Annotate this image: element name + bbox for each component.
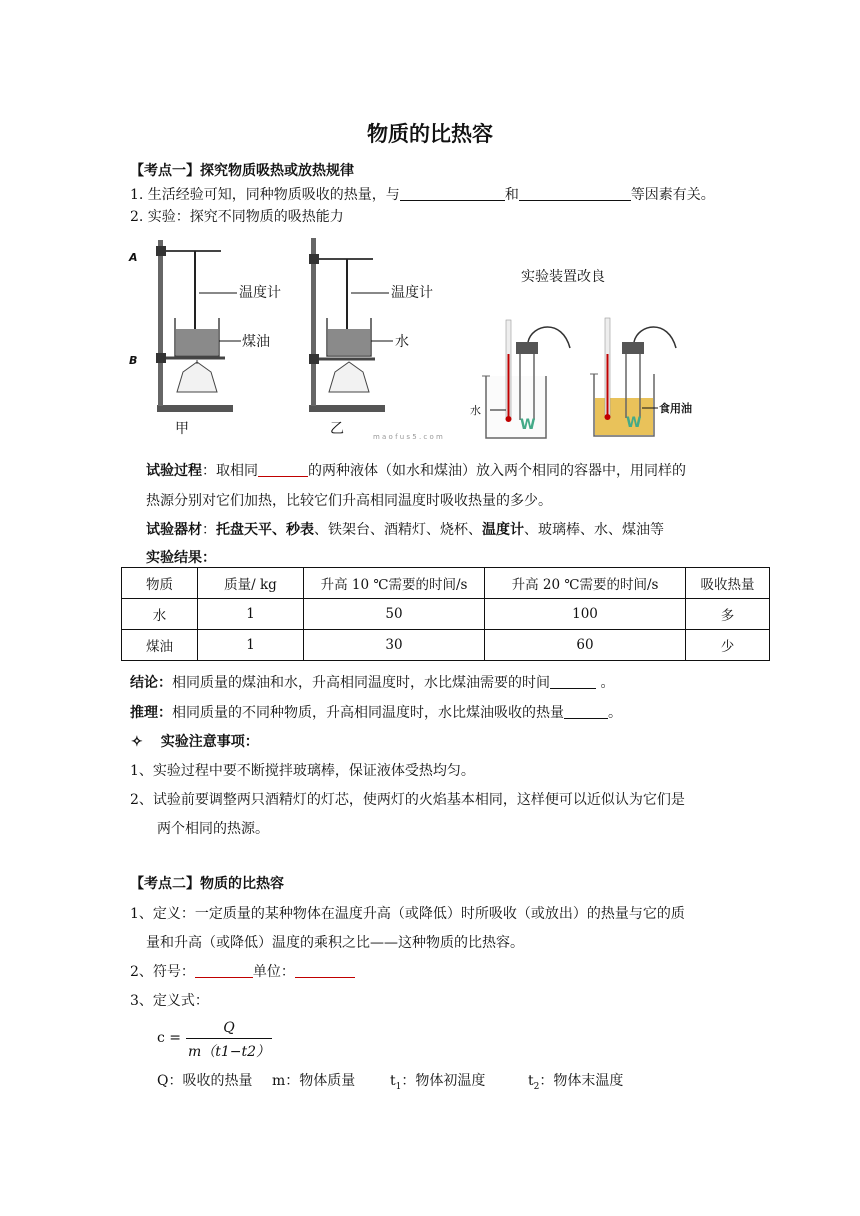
clamp-a-left	[156, 246, 166, 256]
stand-base-left	[157, 405, 233, 412]
cell-time-10: 30	[304, 630, 485, 661]
formula-numerator: Q	[186, 1020, 272, 1039]
process-text1: ：取相同	[202, 463, 258, 479]
note-1: 1、实验过程中要不断搅拌玻璃棒，保证液体受热均匀。	[130, 763, 475, 779]
clamp-a-right	[309, 254, 319, 264]
blank-conclusion	[550, 674, 596, 689]
legend-t2-pre: t	[528, 1073, 534, 1089]
process-line1	[146, 460, 686, 480]
table-row	[122, 599, 770, 630]
burner-right	[329, 362, 369, 392]
results-table	[121, 567, 770, 661]
notes-heading-line	[131, 731, 259, 751]
legend-t2-sub: 2	[533, 1081, 540, 1092]
equipment-middle: 、铁架台、酒精灯、烧杯、	[314, 522, 482, 538]
inference-text: 相同质量的不同种物质，升高相同温度时，水比煤油吸收的热量	[172, 705, 564, 721]
note-2-line1: 2、试验前要调整两只酒精灯的灯芯，使两灯的火焰基本相同，这样便可以近似认为它们是	[130, 792, 685, 808]
blank-inference	[564, 704, 608, 719]
legend-m: m：物体质量	[272, 1073, 356, 1089]
inference-label: 推理：	[130, 705, 172, 721]
improved-label-water: 水	[470, 404, 481, 417]
section1-item2: 2. 实验：探究不同物质的吸热能力	[130, 209, 344, 225]
header-mass: 质量/ kg	[198, 568, 304, 599]
caption-jia: 甲	[175, 421, 189, 437]
legend-t1-post: ：物体初温度	[401, 1073, 486, 1089]
cooking-oil-liquid	[595, 398, 653, 435]
label-b: B	[129, 354, 138, 367]
legend-t2-post: ：物体末温度	[539, 1073, 624, 1089]
apparatus-left	[156, 240, 241, 412]
burner-left	[177, 362, 217, 392]
water-liquid	[328, 329, 370, 355]
symbol-label: 2、符号：	[130, 964, 195, 980]
table-row	[122, 630, 770, 661]
stand-rod-left	[158, 240, 163, 406]
legend-t1	[390, 1070, 485, 1092]
formula-label: 3、定义式：	[130, 993, 209, 1009]
conclusion-end: 。	[596, 675, 615, 691]
symbol-unit-line	[130, 961, 355, 981]
equipment-stopwatch: 秒表	[286, 522, 314, 538]
legend-t1-sub: 1	[395, 1081, 402, 1092]
section2-heading: 【考点二】物质的比热容	[130, 876, 284, 892]
clamp-b-left	[156, 353, 166, 363]
header-time-10: 升高 10 ℃需要的时间/s	[304, 568, 485, 599]
label-thermometer-right: 温度计	[391, 285, 433, 301]
heater-coil-water: W	[520, 417, 536, 433]
equipment-line	[146, 519, 664, 539]
heater-coil-oil: W	[626, 415, 642, 431]
cell-heat: 多	[686, 599, 770, 630]
item1-suffix: 等因素有关。	[630, 187, 715, 203]
legend-t2	[528, 1070, 623, 1092]
results-label: 实验结果：	[146, 550, 216, 566]
page-title: 物质的比热容	[367, 121, 493, 146]
equipment-colon: ：	[202, 522, 216, 538]
cell-substance: 水	[122, 599, 198, 630]
note-2-line2: 两个相同的热源。	[157, 821, 269, 837]
header-time-20: 升高 20 ℃需要的时间/s	[485, 568, 686, 599]
legend-q: Q：吸收的热量	[157, 1073, 253, 1089]
equipment-thermometer: 温度计	[482, 522, 524, 538]
blank-factor-2	[519, 186, 631, 201]
equipment-label: 试验器材	[146, 522, 202, 538]
clamp-b-right	[309, 354, 319, 364]
apparatus-figure	[125, 232, 455, 447]
equipment-sep: 、	[272, 522, 286, 538]
header-substance: 物质	[122, 568, 198, 599]
label-water: 水	[395, 334, 409, 350]
cell-mass: 1	[198, 630, 304, 661]
definition-line2: 量和升高（或降低）温度的乘积之比——这种物质的比热容。	[146, 935, 524, 951]
cell-substance: 煤油	[122, 630, 198, 661]
improved-title: 实验装置改良	[521, 269, 605, 285]
definition-line1: 1、定义：一定质量的某种物体在温度升高（或降低）时所吸收（或放出）的热量与它的质	[130, 906, 685, 922]
improved-beaker-oil	[590, 318, 676, 436]
improved-beaker-water	[482, 320, 570, 438]
blank-symbol	[195, 963, 253, 978]
blank-factor-1	[400, 186, 505, 201]
apparatus-right	[309, 238, 393, 412]
process-text2: 的两种液体（如水和煤油）放入两个相同的容器中，用同样的	[308, 463, 686, 479]
stand-base-right	[309, 405, 385, 412]
formula-denominator: m（t1−t2）	[187, 1044, 271, 1060]
cell-time-20: 60	[485, 630, 686, 661]
notes-heading: 实验注意事项：	[160, 734, 259, 750]
section1-item1	[130, 184, 715, 204]
conclusion-line	[130, 672, 614, 692]
equipment-balance: 托盘天平	[216, 522, 272, 538]
process-line2: 热源分别对它们加热，比较它们升高相同温度时吸收热量的多少。	[146, 493, 552, 509]
cell-mass: 1	[198, 599, 304, 630]
item1-and: 和	[504, 187, 519, 203]
conclusion-text: 相同质量的煤油和水，升高相同温度时，水比煤油需要的时间	[172, 675, 550, 691]
item1-prefix: 1. 生活经验可知，同种物质吸收的热量，与	[130, 187, 400, 203]
process-label: 试验过程	[146, 463, 202, 479]
blank-same	[258, 462, 308, 477]
cell-time-10: 50	[304, 599, 485, 630]
inference-line	[130, 702, 622, 722]
conclusion-label: 结论：	[130, 675, 172, 691]
formula-fraction	[186, 1020, 272, 1061]
caption-yi: 乙	[330, 421, 344, 437]
section1-heading: 【考点一】探究物质吸热或放热规律	[130, 163, 354, 179]
unit-label: 单位：	[252, 964, 295, 980]
watermark: m a o f u s 5 . c o m	[373, 433, 443, 441]
legend-t1-pre: t	[390, 1073, 396, 1089]
sparkle-icon: ✧	[131, 734, 143, 750]
inference-end: 。	[608, 705, 622, 721]
cell-heat: 少	[686, 630, 770, 661]
equipment-rest: 、玻璃棒、水、煤油等	[524, 522, 664, 538]
cell-time-20: 100	[485, 599, 686, 630]
blank-unit	[295, 963, 355, 978]
formula-lhs: c =	[157, 1030, 182, 1046]
table-header-row	[122, 568, 770, 599]
kerosene-liquid	[176, 329, 218, 355]
improved-label-oil: 食用油	[659, 402, 692, 415]
label-thermometer-left: 温度计	[239, 285, 281, 301]
improved-apparatus	[462, 314, 722, 444]
label-kerosene: 煤油	[242, 334, 270, 350]
label-a: A	[129, 251, 138, 264]
header-heat: 吸收热量	[686, 568, 770, 599]
